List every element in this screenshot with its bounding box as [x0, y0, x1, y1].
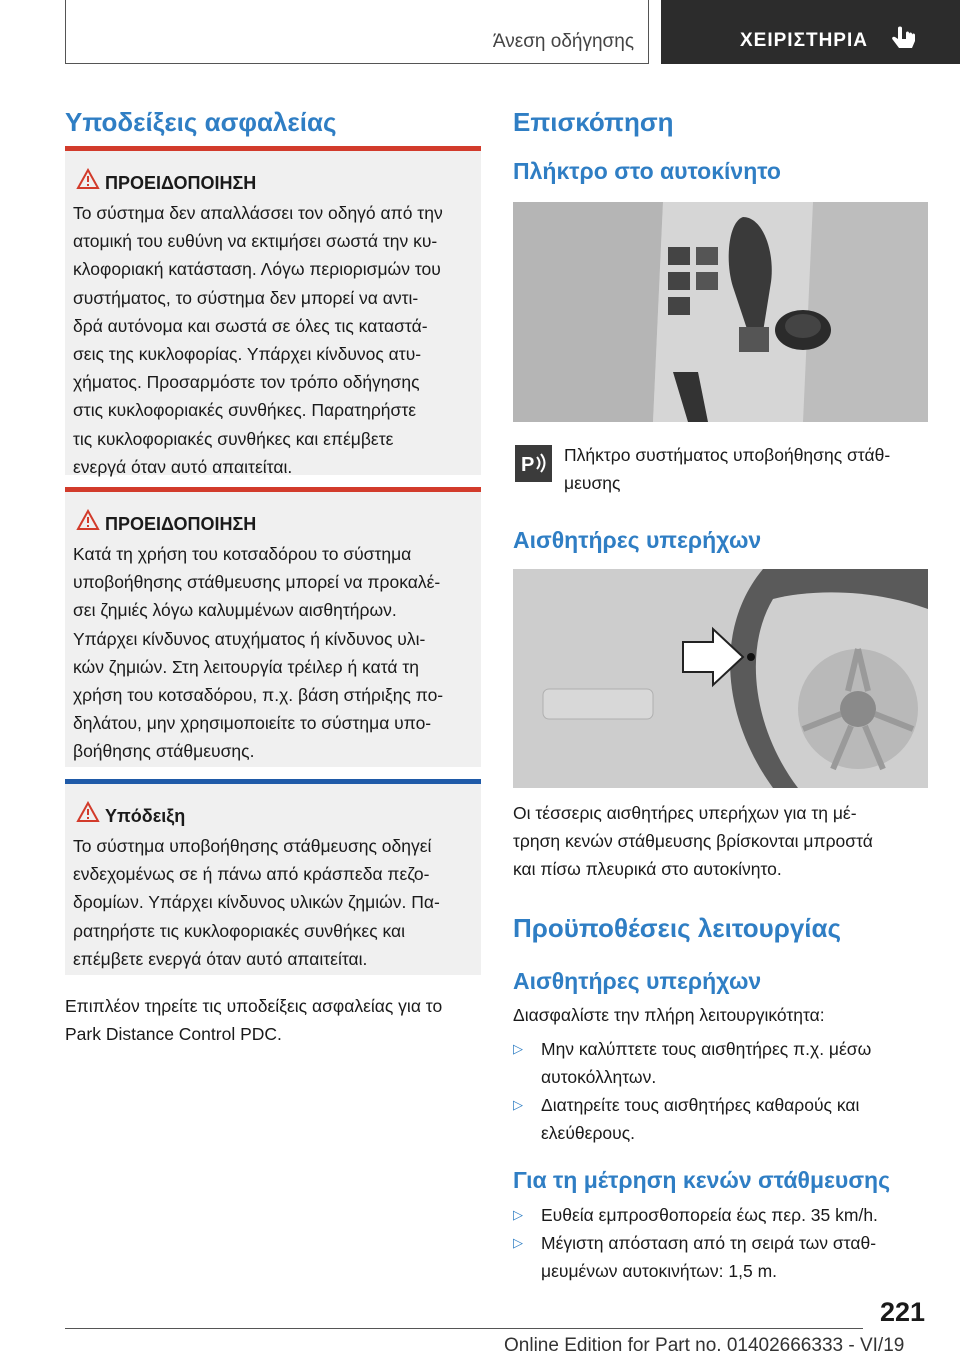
warning-heading-1: ΠΡΟΕΙΔΟΠΟΙΗΣΗ	[105, 173, 257, 193]
notice-box	[65, 779, 481, 975]
hand-pointer-icon	[890, 26, 920, 52]
overview-title: Επισκόπηση	[513, 107, 674, 137]
warning-triangle-icon	[76, 168, 100, 190]
warning-triangle-icon	[76, 801, 100, 823]
list-item: ▷ Μην καλύπτετε τους αισθητήρες π.χ. μέσω αυτοκόλλητων.	[513, 1035, 933, 1091]
console-photo	[513, 202, 928, 422]
closing-paragraph: Επιπλέον τηρείτε τις υποδείξεις ασφαλείας για το Park Distance Control PDC.	[65, 996, 443, 1045]
safety-title: Υποδείξεις ασφαλείας	[65, 107, 337, 137]
console-illustration	[513, 202, 928, 422]
header-manual-tab	[661, 0, 960, 64]
header-manual-label: ΧΕΙΡΙΣΤΗΡΙΑ	[740, 30, 868, 51]
sensor-subtitle: Αισθητήρες υπερήχων	[513, 527, 762, 553]
button-subtitle: Πλήκτρο στο αυτοκίνητο	[513, 158, 781, 184]
measurement-subtitle: Για τη μέτρηση κενών στάθμευσης	[513, 1167, 891, 1193]
list-item: ▷ Διατηρείτε τους αισθητήρες καθαρούς και ελεύθερους.	[513, 1091, 933, 1147]
requirements-title: Προϋποθέσεις λειτουργίας	[513, 913, 842, 943]
warning-text-2: Κατά τη χρήση του κοτσαδόρου το σύστημα υποβοήθησης στάθμευσης μπορεί να προκαλέ- σει ζημιές λόγω καλυμμένων αισθητήρων. Υπάρχει κίνδυνος ατυχήματος ή κίνδυνος υλι- κών ζημιών. Στη λειτουργία τρέιλερ ή κατά τη χρήση του κοτσαδόρου, π.χ. βάση στήριξης πο- δηλάτου, μην χρησιμοποιείτε το σύστημα υπο- βοήθησης στάθμευσης.	[73, 544, 444, 762]
footer-edition: Online Edition for Part no. 01402666333 - VI/19	[504, 1335, 905, 1356]
warning-triangle-icon	[76, 509, 100, 531]
bullet-triangle-icon: ▷	[513, 1041, 523, 1056]
page-number: 221	[880, 1297, 926, 1327]
sensor-illustration	[513, 569, 928, 788]
footer-divider	[65, 1328, 863, 1329]
button-caption: Πλήκτρο συστήματος υποβοήθησης στάθ- μευσης	[564, 445, 891, 494]
notice-heading: Υπόδειξη	[105, 806, 186, 826]
header-section-title: Άνεση οδήγησης	[492, 31, 634, 52]
sensor-description: Οι τέσσερις αισθητήρες υπερήχων για τη μέ- τρηση κενών στάθμευσης βρίσκονται μπροστά και πίσω πλευρικά στο αυτοκίνητο.	[513, 803, 873, 880]
sensor-photo	[513, 569, 928, 788]
bullet-triangle-icon: ▷	[513, 1097, 523, 1112]
svg-text:P: P	[521, 454, 535, 476]
list-item: ▷ Μέγιστη απόσταση από τη σειρά των σταθ- μευμένων αυτοκινήτων: 1,5 m.	[513, 1229, 933, 1285]
list-item: ▷ Ευθεία εμπροσθοπορεία έως περ. 35 km/h.	[513, 1201, 933, 1229]
bullet-triangle-icon: ▷	[513, 1207, 523, 1222]
warning-heading-2: ΠΡΟΕΙΔΟΠΟΙΗΣΗ	[105, 514, 257, 534]
requirements-intro: Διασφαλίστε την πλήρη λειτουργικότητα:	[513, 1005, 825, 1025]
warning-box-1	[65, 146, 481, 475]
requirements-sensor-subtitle: Αισθητήρες υπερήχων	[513, 968, 762, 994]
notice-text: Το σύστημα υποβοήθησης στάθμευσης οδηγεί ενδεχομένως σε ή πάνω από κράσπεδα πεζο- δρομίων. Υπάρχει κίνδυνος υλικών ζημιών. Πα- ρατηρήστε τις κυκλοφοριακές συνθήκες και επέμβετε ενεργά όταν αυτό απαιτείται.	[73, 836, 440, 969]
bullet-triangle-icon: ▷	[513, 1235, 523, 1250]
warning-box-2	[65, 487, 481, 767]
pdc-button-icon	[515, 445, 552, 482]
warning-text-1: Το σύστημα δεν απαλλάσσει τον οδηγό από την ατομική του ευθύνη να εκτιμήσει σωστά την κυ- κλοφοριακή κατάσταση. Λόγω περιορισμών του συστήματος, το σύστημα δεν μπορεί να αντι- δρά αυτόνομα και σωστά σε όλες τις καταστά- σεις της κυκλοφορίας. Υπάρχει κίνδυνος ατυ- χήματος. Προσαρμόστε τον τρόπο οδήγησης στις κυκλοφοριακές συνθήκες. Παρατηρήστε τις κυκλοφοριακές συνθήκες και επέμβετε ενεργά όταν αυτό απαιτείται.	[73, 203, 443, 477]
